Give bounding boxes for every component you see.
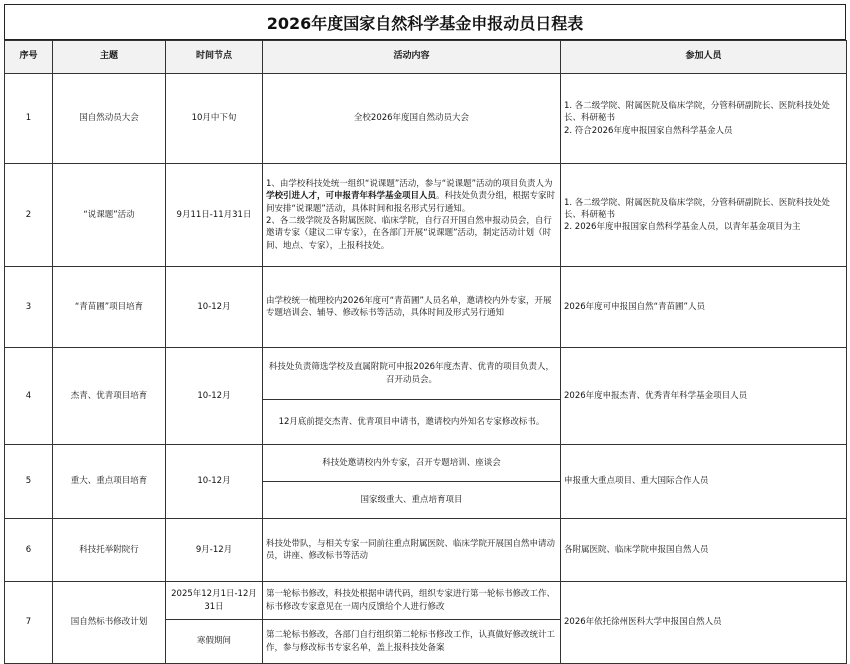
header-theme: 主题	[53, 41, 166, 74]
cell-people: 各附属医院、临床学院申报国自然人员	[561, 519, 847, 582]
cell-theme: 国自然标书修改计划	[53, 582, 166, 664]
cell-time: 10月中下旬	[166, 74, 263, 164]
table-row	[5, 445, 847, 482]
cell-content: 科技处负责筛选学校及直属附院可申报2026年度杰青、优青的项目负责人，召开动员会。	[263, 348, 561, 400]
cell-no: 6	[5, 519, 53, 582]
header-people: 参加人员	[561, 41, 847, 74]
cell-content: 第二轮标书修改，各部门自行组织第二轮标书修改工作，认真做好修改统计工作，参与修改标书专家名单，盖上报科技处备案	[263, 620, 561, 664]
cell-people: 1. 各二级学院、附属医院及临床学院，分管科研副院长、医院科技处处长、科研秘书 2. 符合2026年度申报国家自然科学基金人员	[561, 74, 847, 164]
cell-content: 由学校统一梳理校内2026年度可“青苗圃”人员名单，邀请校内外专家，开展专题培训会、辅导、修改标书等活动，具体时间及形式另行通知	[263, 267, 561, 348]
content-paragraph-2: 2、各二级学院及各附属医院、临床学院，自行召开国自然申报动员会，自行邀请专家（建议二审专家），在各部门开展“说课题”活动，制定活动计划（时间、地点、专家），上报科技处。	[266, 216, 552, 251]
cell-time: 9月-12月	[166, 519, 263, 582]
table-row	[5, 267, 847, 348]
cell-content: 12月底前提交杰青、优青项目申请书，邀请校内外知名专家修改标书。	[263, 400, 561, 445]
table-row	[5, 348, 847, 400]
cell-people: 2026年度申报杰青、优秀青年科学基金项目人员	[561, 348, 847, 445]
cell-people: 2026年依托徐州医科大学申报国自然人员	[561, 582, 847, 664]
cell-content: 国家级重大、重点培育项目	[263, 482, 561, 519]
cell-content: 科技处带队，与相关专家一同前往重点附属医院、临床学院开展国自然申请动员，讲座、修改标书等活动	[263, 519, 561, 582]
cell-no: 4	[5, 348, 53, 445]
cell-no: 7	[5, 582, 53, 664]
cell-theme: 杰青、优青项目培育	[53, 348, 166, 445]
cell-people: 申报重大重点项目、重大国际合作人员	[561, 445, 847, 519]
cell-time: 10-12月	[166, 445, 263, 519]
cell-no: 1	[5, 74, 53, 164]
header-time: 时间节点	[166, 41, 263, 74]
cell-theme: 国自然动员大会	[53, 74, 166, 164]
content-text: 。科技处负责分组，根据专家时间安排“说课题”活动，具体时间和报名形式另行通知。	[266, 191, 556, 214]
cell-people: 2026年度可申报国自然“青苗圃”人员	[561, 267, 847, 348]
cell-theme: 重大、重点项目培育	[53, 445, 166, 519]
table-row	[5, 519, 847, 582]
table-row	[5, 582, 847, 620]
table-row	[5, 164, 847, 267]
cell-no: 5	[5, 445, 53, 519]
cell-time: 2025年12月1日-12月31日	[166, 582, 263, 620]
content-emphasis: 学校引进人才，可申报青年科学基金项目人员	[266, 191, 437, 202]
header-content: 活动内容	[263, 41, 561, 74]
header-row	[5, 41, 847, 74]
cell-theme: 科技托举附院行	[53, 519, 166, 582]
cell-content: 全校2026年度国自然动员大会	[263, 74, 561, 164]
table-row	[5, 74, 847, 164]
cell-theme: “青苗圃”项目培育	[53, 267, 166, 348]
cell-content: 第一轮标书修改，科技处根据申请代码，组织专家进行第一轮标书修改工作、标书修改专家意见在一周内反馈给个人进行修改	[263, 582, 561, 620]
cell-time: 寒假期间	[166, 620, 263, 664]
cell-theme: “说课题”活动	[53, 164, 166, 267]
cell-content	[263, 164, 561, 267]
cell-content: 科技处邀请校内外专家，召开专题培训、座谈会	[263, 445, 561, 482]
cell-no: 3	[5, 267, 53, 348]
cell-people: 1. 各二级学院、附属医院及临床学院，分管科研副院长、医院科技处处长、科研秘书 2. 2026年度申报国家自然科学基金人员，以青年基金项目为主	[561, 164, 847, 267]
header-no: 序号	[5, 41, 53, 74]
cell-time: 10-12月	[166, 348, 263, 445]
schedule-table	[4, 40, 847, 664]
sheet-title: 2026年度国家自然科学基金申报动员日程表	[4, 4, 846, 40]
content-text: 1、由学校科技处统一组织“说课题”活动，参与“说课题”活动的项目负责人为	[266, 179, 553, 190]
content-paragraph-1	[266, 178, 557, 215]
cell-time: 9月11日-11月31日	[166, 164, 263, 267]
cell-time: 10-12月	[166, 267, 263, 348]
cell-no: 2	[5, 164, 53, 267]
